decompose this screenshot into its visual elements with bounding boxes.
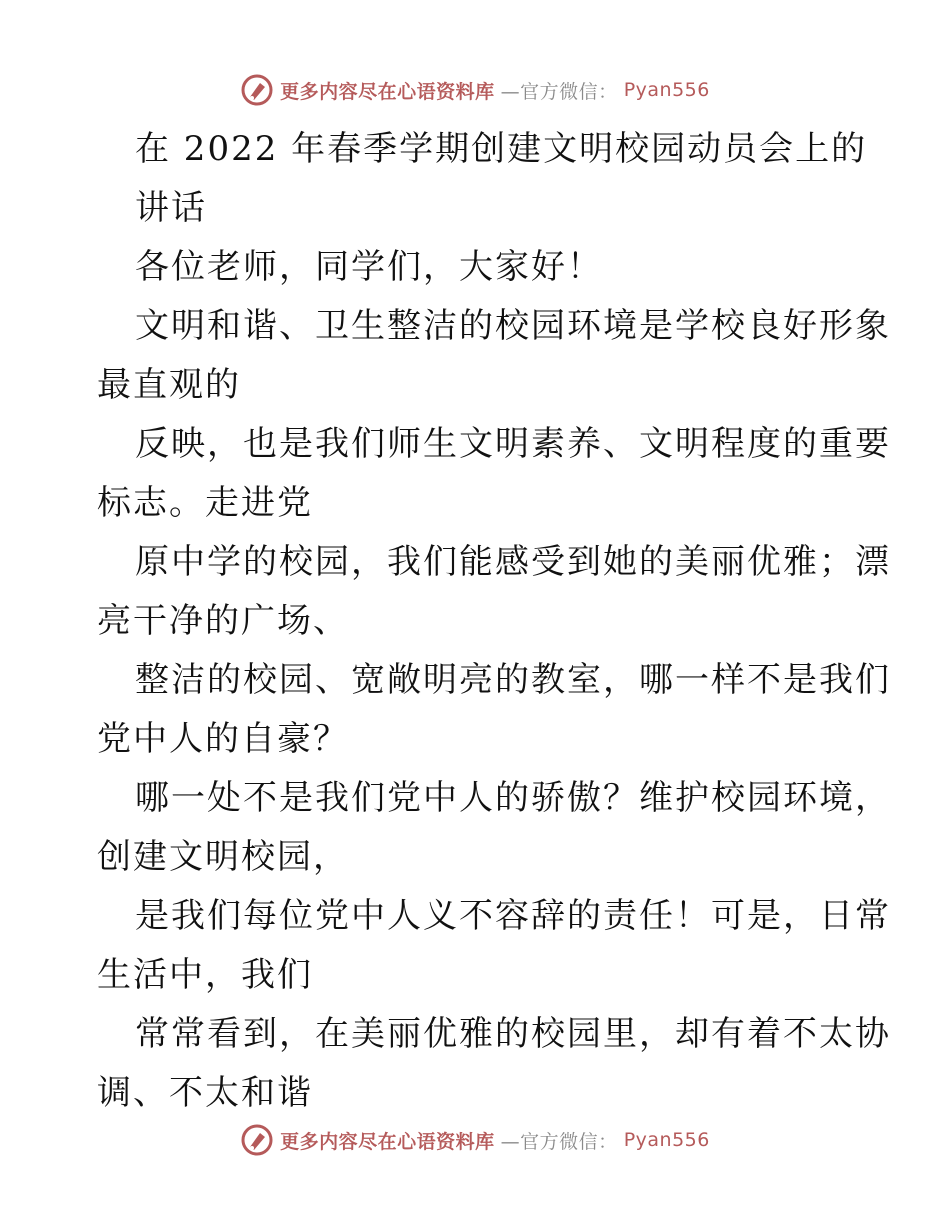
paragraph-line: 亮干净的广场、 bbox=[97, 601, 349, 641]
header-watermark bbox=[0, 70, 950, 110]
watermark-wechat-label: —官方微信： bbox=[500, 80, 618, 103]
watermark-wechat-id: Pyan556 bbox=[623, 1129, 710, 1151]
paragraph-line: 文明和谐、卫生整洁的校园环境是学校良好形象 bbox=[135, 306, 891, 346]
title-line-1: 在 2022 年春季学期创建文明校园动员会上的 bbox=[135, 129, 868, 169]
document-body bbox=[97, 120, 891, 1123]
paragraph-line: 党中人的自豪？ bbox=[97, 719, 349, 759]
footer-watermark bbox=[0, 1120, 950, 1160]
paragraph-line: 生活中，我们 bbox=[97, 955, 313, 995]
paragraph-line: 调、不太和谐 bbox=[97, 1073, 313, 1113]
paragraph-line: 常常看到，在美丽优雅的校园里，却有着不太协 bbox=[135, 1014, 891, 1054]
pen-nib-icon bbox=[240, 73, 274, 107]
watermark-wechat-id: Pyan556 bbox=[623, 79, 710, 101]
paragraph-line: 最直观的 bbox=[97, 365, 241, 405]
paragraph-line: 整洁的校园、宽敞明亮的教室，哪一样不是我们 bbox=[135, 660, 891, 700]
watermark-brand: 更多内容尽在心语资料库 bbox=[280, 1130, 495, 1153]
title-line-2: 讲话 bbox=[135, 188, 207, 228]
paragraph-line: 反映，也是我们师生文明素养、文明程度的重要 bbox=[135, 424, 891, 464]
paragraph-line: 标志。走进党 bbox=[97, 483, 313, 523]
paragraph-line: 是我们每位党中人义不容辞的责任！可是，日常 bbox=[135, 896, 891, 936]
paragraph-line: 创建文明校园， bbox=[97, 837, 349, 877]
greeting-line: 各位老师，同学们，大家好！ bbox=[135, 247, 603, 287]
paragraph-line: 哪一处不是我们党中人的骄傲？维护校园环境， bbox=[135, 778, 891, 818]
watermark-wechat-label: —官方微信： bbox=[500, 1130, 618, 1153]
paragraph-line: 原中学的校园，我们能感受到她的美丽优雅；漂 bbox=[135, 542, 891, 582]
pen-nib-icon bbox=[240, 1123, 274, 1157]
watermark-brand: 更多内容尽在心语资料库 bbox=[280, 80, 495, 103]
